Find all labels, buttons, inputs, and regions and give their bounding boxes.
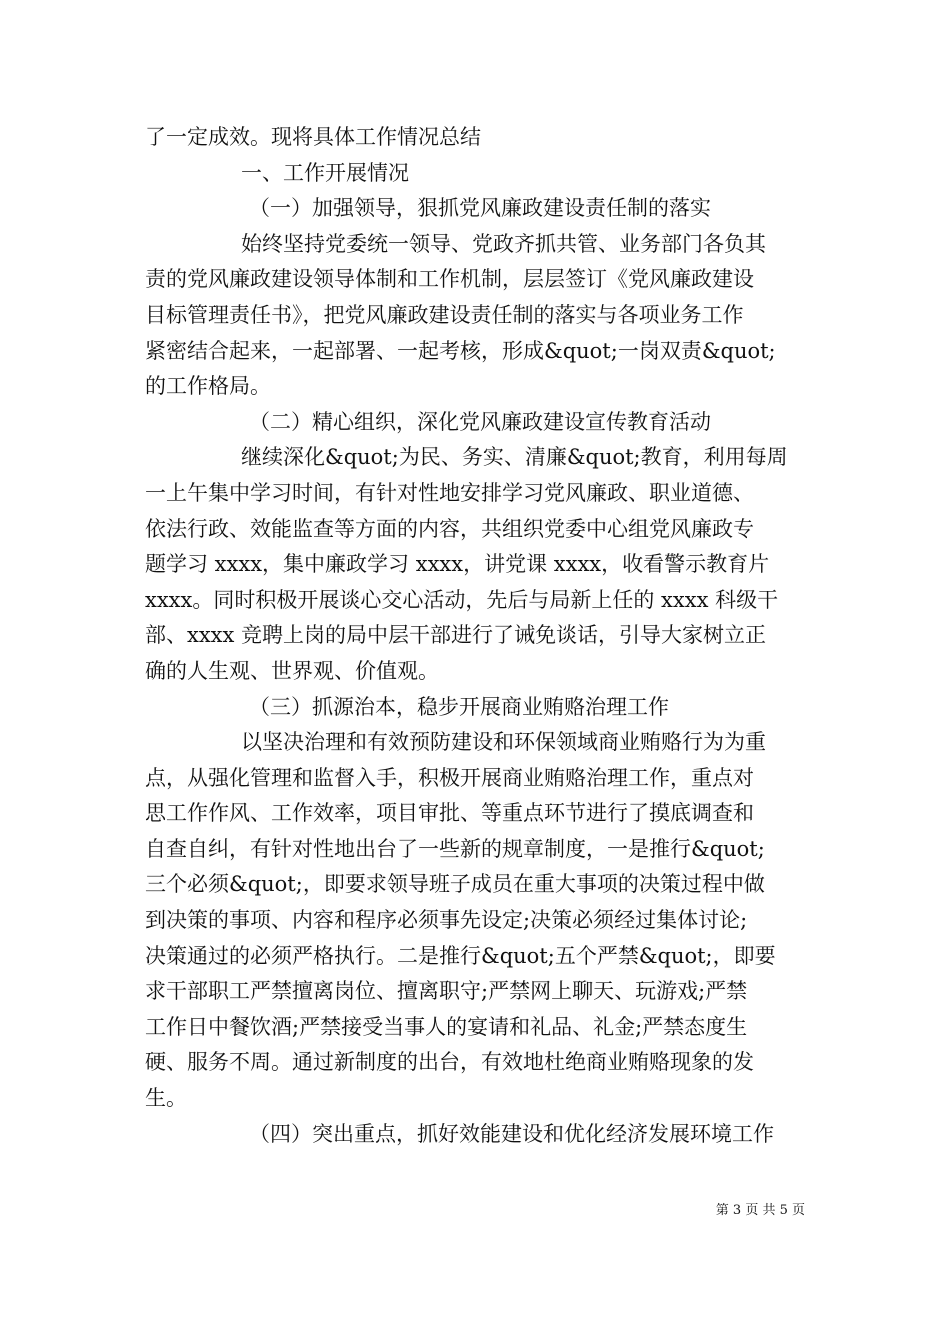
text-line: 继续深化&quot;为民、务实、清廉&quot;教育，利用每周 — [241, 445, 788, 470]
document-body — [145, 120, 810, 1152]
text-line: 一上午集中学习时间，有针对性地安排学习党风廉政、职业道德、 — [145, 480, 754, 505]
text-line: xxxx。同时积极开展谈心交心活动，先后与局新上任的 xxxx 科级干 — [145, 587, 779, 612]
text-line: 三个必须&quot;，即要求领导班子成员在重大事项的决策过程中做 — [145, 872, 765, 897]
text-line: 始终坚持党委统一领导、党政齐抓共管、业务部门各负其 — [241, 231, 766, 256]
page-number: 第 3 页 共 5 页 — [715, 1203, 805, 1218]
text-line: 点，从强化管理和监督入手，积极开展商业贿赂治理工作，重点对 — [145, 765, 754, 790]
subsection-heading: （二）精心组织，深化党风廉政建设宣传教育活动 — [249, 409, 711, 434]
subsection-heading: （三）抓源治本，稳步开展商业贿赂治理工作 — [249, 694, 669, 719]
text-line: 的工作格局。 — [145, 374, 271, 399]
subsection-heading: （四）突出重点，抓好效能建设和优化经济发展环境工作 — [249, 1121, 774, 1146]
text-line: 到决策的事项、内容和程序必须事先设定;决策必须经过集体讨论; — [145, 908, 748, 933]
text-line: 目标管理责任书》，把党风廉政建设责任制的落实与各项业务工作 — [145, 302, 744, 327]
text-line: 生。 — [145, 1086, 187, 1111]
subsection-heading: （一）加强领导，狠抓党风廉政建设责任制的落实 — [249, 196, 711, 221]
text-line: 硬、服务不周。通过新制度的出台，有效地杜绝商业贿赂现象的发 — [145, 1050, 754, 1075]
text-line: 题学习 xxxx，集中廉政学习 xxxx，讲党课 xxxx，收看警示教育片 — [145, 552, 770, 577]
text-line: 求干部职工严禁擅离岗位、擅离职守;严禁网上聊天、玩游戏;严禁 — [145, 979, 748, 1004]
text-line: 了一定成效。现将具体工作情况总结 — [145, 125, 481, 149]
text-line: 工作日中餐饮酒;严禁接受当事人的宴请和礼品、礼金;严禁态度生 — [145, 1014, 748, 1039]
text-line: 紧密结合起来，一起部署、一起考核，形成&quot;一岗双责&quot; — [145, 338, 776, 363]
text-line: 确的人生观、世界观、价值观。 — [145, 658, 439, 683]
text-line: 部、xxxx 竞聘上岗的局中层干部进行了诫免谈话，引导大家树立正 — [145, 623, 767, 648]
text-line: 责的党风廉政建设领导体制和工作机制，层层签订《党风廉政建设 — [145, 267, 754, 292]
text-line: 以坚决治理和有效预防建设和环保领域商业贿赂行为为重 — [241, 730, 766, 755]
text-line: 思工作作风、工作效率，项目审批、等重点环节进行了摸底调查和 — [145, 801, 754, 826]
text-line: 决策通过的必须严格执行。二是推行&quot;五个严禁&quot;，即要 — [145, 943, 776, 968]
section-heading: 一、工作开展情况 — [241, 160, 409, 185]
text-line: 自查自纠，有针对性地出台了一些新的规章制度，一是推行&quot; — [145, 836, 765, 861]
text-line: 依法行政、效能监查等方面的内容，共组织党委中心组党风廉政专 — [145, 516, 754, 541]
